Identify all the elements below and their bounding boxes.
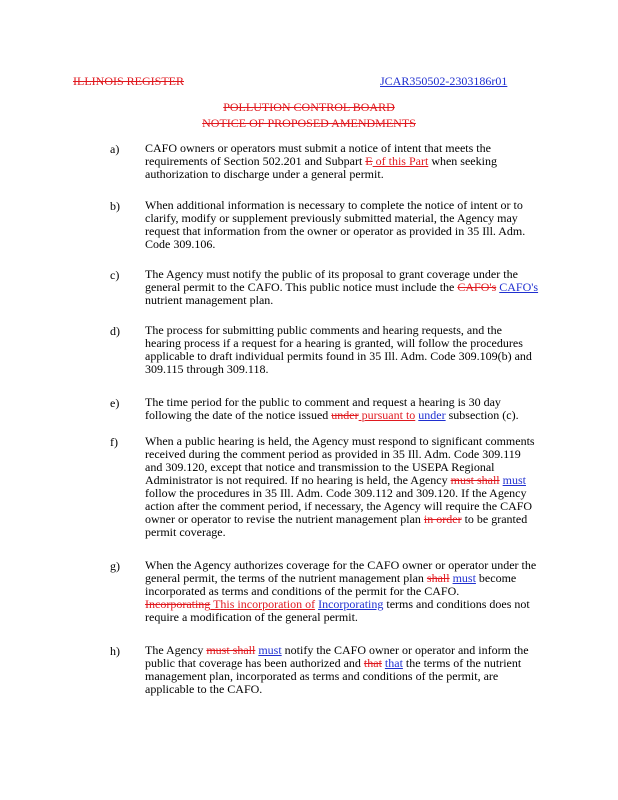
text-run: The process for submitting public comments and hearing requests, and the bbox=[145, 323, 502, 337]
board-title: POLLUTION CONTROL BOARD bbox=[223, 100, 395, 114]
text-run: the terms of the nutrient bbox=[402, 656, 522, 670]
deleted-text: pursuant to bbox=[358, 408, 416, 422]
section-label: h) bbox=[110, 644, 120, 658]
inserted-text: CAFO's bbox=[499, 280, 539, 294]
text-run: general permit, the terms of the nutrient management plan bbox=[145, 571, 427, 585]
section-text-line bbox=[145, 526, 226, 539]
section-label: a) bbox=[110, 142, 120, 156]
section-text-line bbox=[145, 294, 273, 307]
deleted-text: This incorporation of bbox=[210, 597, 316, 611]
section-label: b) bbox=[110, 199, 120, 213]
deleted-text: that bbox=[363, 656, 382, 670]
text-run: incorporated as terms and conditions of the permit for the CAFO. bbox=[145, 584, 460, 598]
text-run: become bbox=[475, 571, 517, 585]
text-run: CAFO owners or operators must submit a notice of intent that meets the bbox=[145, 141, 491, 155]
text-run: owner or operator to revise the nutrient management plan bbox=[145, 512, 424, 526]
text-run: follow the procedures in 35 Ill. Adm. Code 309.112 and 309.120. If the Agency bbox=[145, 486, 527, 500]
text-run: general permit to the CAFO. This public notice must include the bbox=[145, 280, 458, 294]
text-run: When a public hearing is held, the Agency must respond to significant comments bbox=[145, 434, 535, 448]
text-run: nutrient management plan. bbox=[145, 293, 274, 307]
deleted-text: must shall bbox=[450, 473, 500, 487]
text-run: 309.115 through 309.118. bbox=[145, 362, 269, 376]
deleted-text: must shall bbox=[206, 643, 256, 657]
deleted-text: in order bbox=[423, 512, 462, 526]
notice-title: NOTICE OF PROPOSED AMENDMENTS bbox=[202, 116, 416, 130]
inserted-text: Incorporating bbox=[318, 597, 384, 611]
section-label: c) bbox=[110, 268, 120, 282]
section-label: d) bbox=[110, 324, 120, 338]
text-run: require a modification of the general permit. bbox=[145, 610, 358, 624]
text-run: when seeking bbox=[428, 154, 497, 168]
register-header: ILLINOIS REGISTER bbox=[73, 74, 184, 88]
text-run: notify the CAFO owner or operator and inform the bbox=[281, 643, 529, 657]
section-text-line bbox=[145, 611, 358, 624]
deleted-text: E bbox=[365, 154, 373, 168]
text-run: Administrator is not required. If no hearing is held, the Agency bbox=[145, 473, 451, 487]
text-run: action after the comment period, if necessary, the Agency will require the CAFO bbox=[145, 499, 533, 513]
section-label: e) bbox=[110, 396, 120, 410]
inserted-text: must bbox=[452, 571, 476, 585]
section-label: g) bbox=[110, 559, 120, 573]
text-run: permit coverage. bbox=[145, 525, 226, 539]
text-run: terms and conditions does not bbox=[383, 597, 530, 611]
text-run: requirements of Section 502.201 and Subpart bbox=[145, 154, 366, 168]
inserted-text: under bbox=[418, 408, 446, 422]
section-text-line bbox=[145, 363, 268, 376]
text-run: to be granted bbox=[461, 512, 528, 526]
text-run: management plan, incorporated as terms and conditions of the permit, are bbox=[145, 669, 499, 683]
deleted-text: CAFO's bbox=[457, 280, 497, 294]
text-run: The Agency bbox=[145, 643, 207, 657]
text-run: When additional information is necessary to complete the notice of intent or to bbox=[145, 198, 523, 212]
jcar-code: JCAR350502-2303186r01 bbox=[380, 74, 508, 88]
inserted-text: must bbox=[258, 643, 282, 657]
section-label: f) bbox=[110, 435, 118, 449]
text-run: subsection (c). bbox=[445, 408, 519, 422]
text-run: request that information from the owner or operator as provided in 35 Ill. Adm. bbox=[145, 224, 526, 238]
text-run: authorization to discharge under a general permit. bbox=[145, 167, 384, 181]
text-run: and 309.120, except that notice and transmission to the USEPA Regional bbox=[145, 460, 495, 474]
text-run: The time period for the public to comment and request a hearing is 30 day bbox=[145, 395, 501, 409]
section-text-line bbox=[145, 683, 262, 696]
deleted-text: shall bbox=[426, 571, 450, 585]
deleted-text: of this Part bbox=[372, 154, 429, 168]
text-run: applicable to draft individual permits found in 35 Ill. Adm. Code 309.109(b) and bbox=[145, 349, 532, 363]
inserted-text: that bbox=[384, 656, 403, 670]
text-run: public that coverage has been authorized and bbox=[145, 656, 364, 670]
text-run: Code 309.106. bbox=[145, 237, 216, 251]
text-run: received during the comment period as provided in 35 Ill. Adm. Code 309.119 bbox=[145, 447, 521, 461]
deleted-text: under bbox=[331, 408, 359, 422]
text-run: hearing process if a request for a hearing is granted, will follow the procedures bbox=[145, 336, 523, 350]
text-run: applicable to the CAFO. bbox=[145, 682, 263, 696]
text-run: following the date of the notice issued bbox=[145, 408, 332, 422]
section-text-line bbox=[145, 238, 215, 251]
text-run: The Agency must notify the public of its proposal to grant coverage under the bbox=[145, 267, 518, 281]
section-text-line bbox=[145, 409, 519, 422]
section-text-line bbox=[145, 168, 384, 181]
text-run: clarify, modify or supplement previously submitted material, the Agency may bbox=[145, 211, 518, 225]
text-run: When the Agency authorizes coverage for the CAFO owner or operator under the bbox=[145, 558, 537, 572]
deleted-text: Incorporating bbox=[145, 597, 211, 611]
inserted-text: must bbox=[502, 473, 526, 487]
